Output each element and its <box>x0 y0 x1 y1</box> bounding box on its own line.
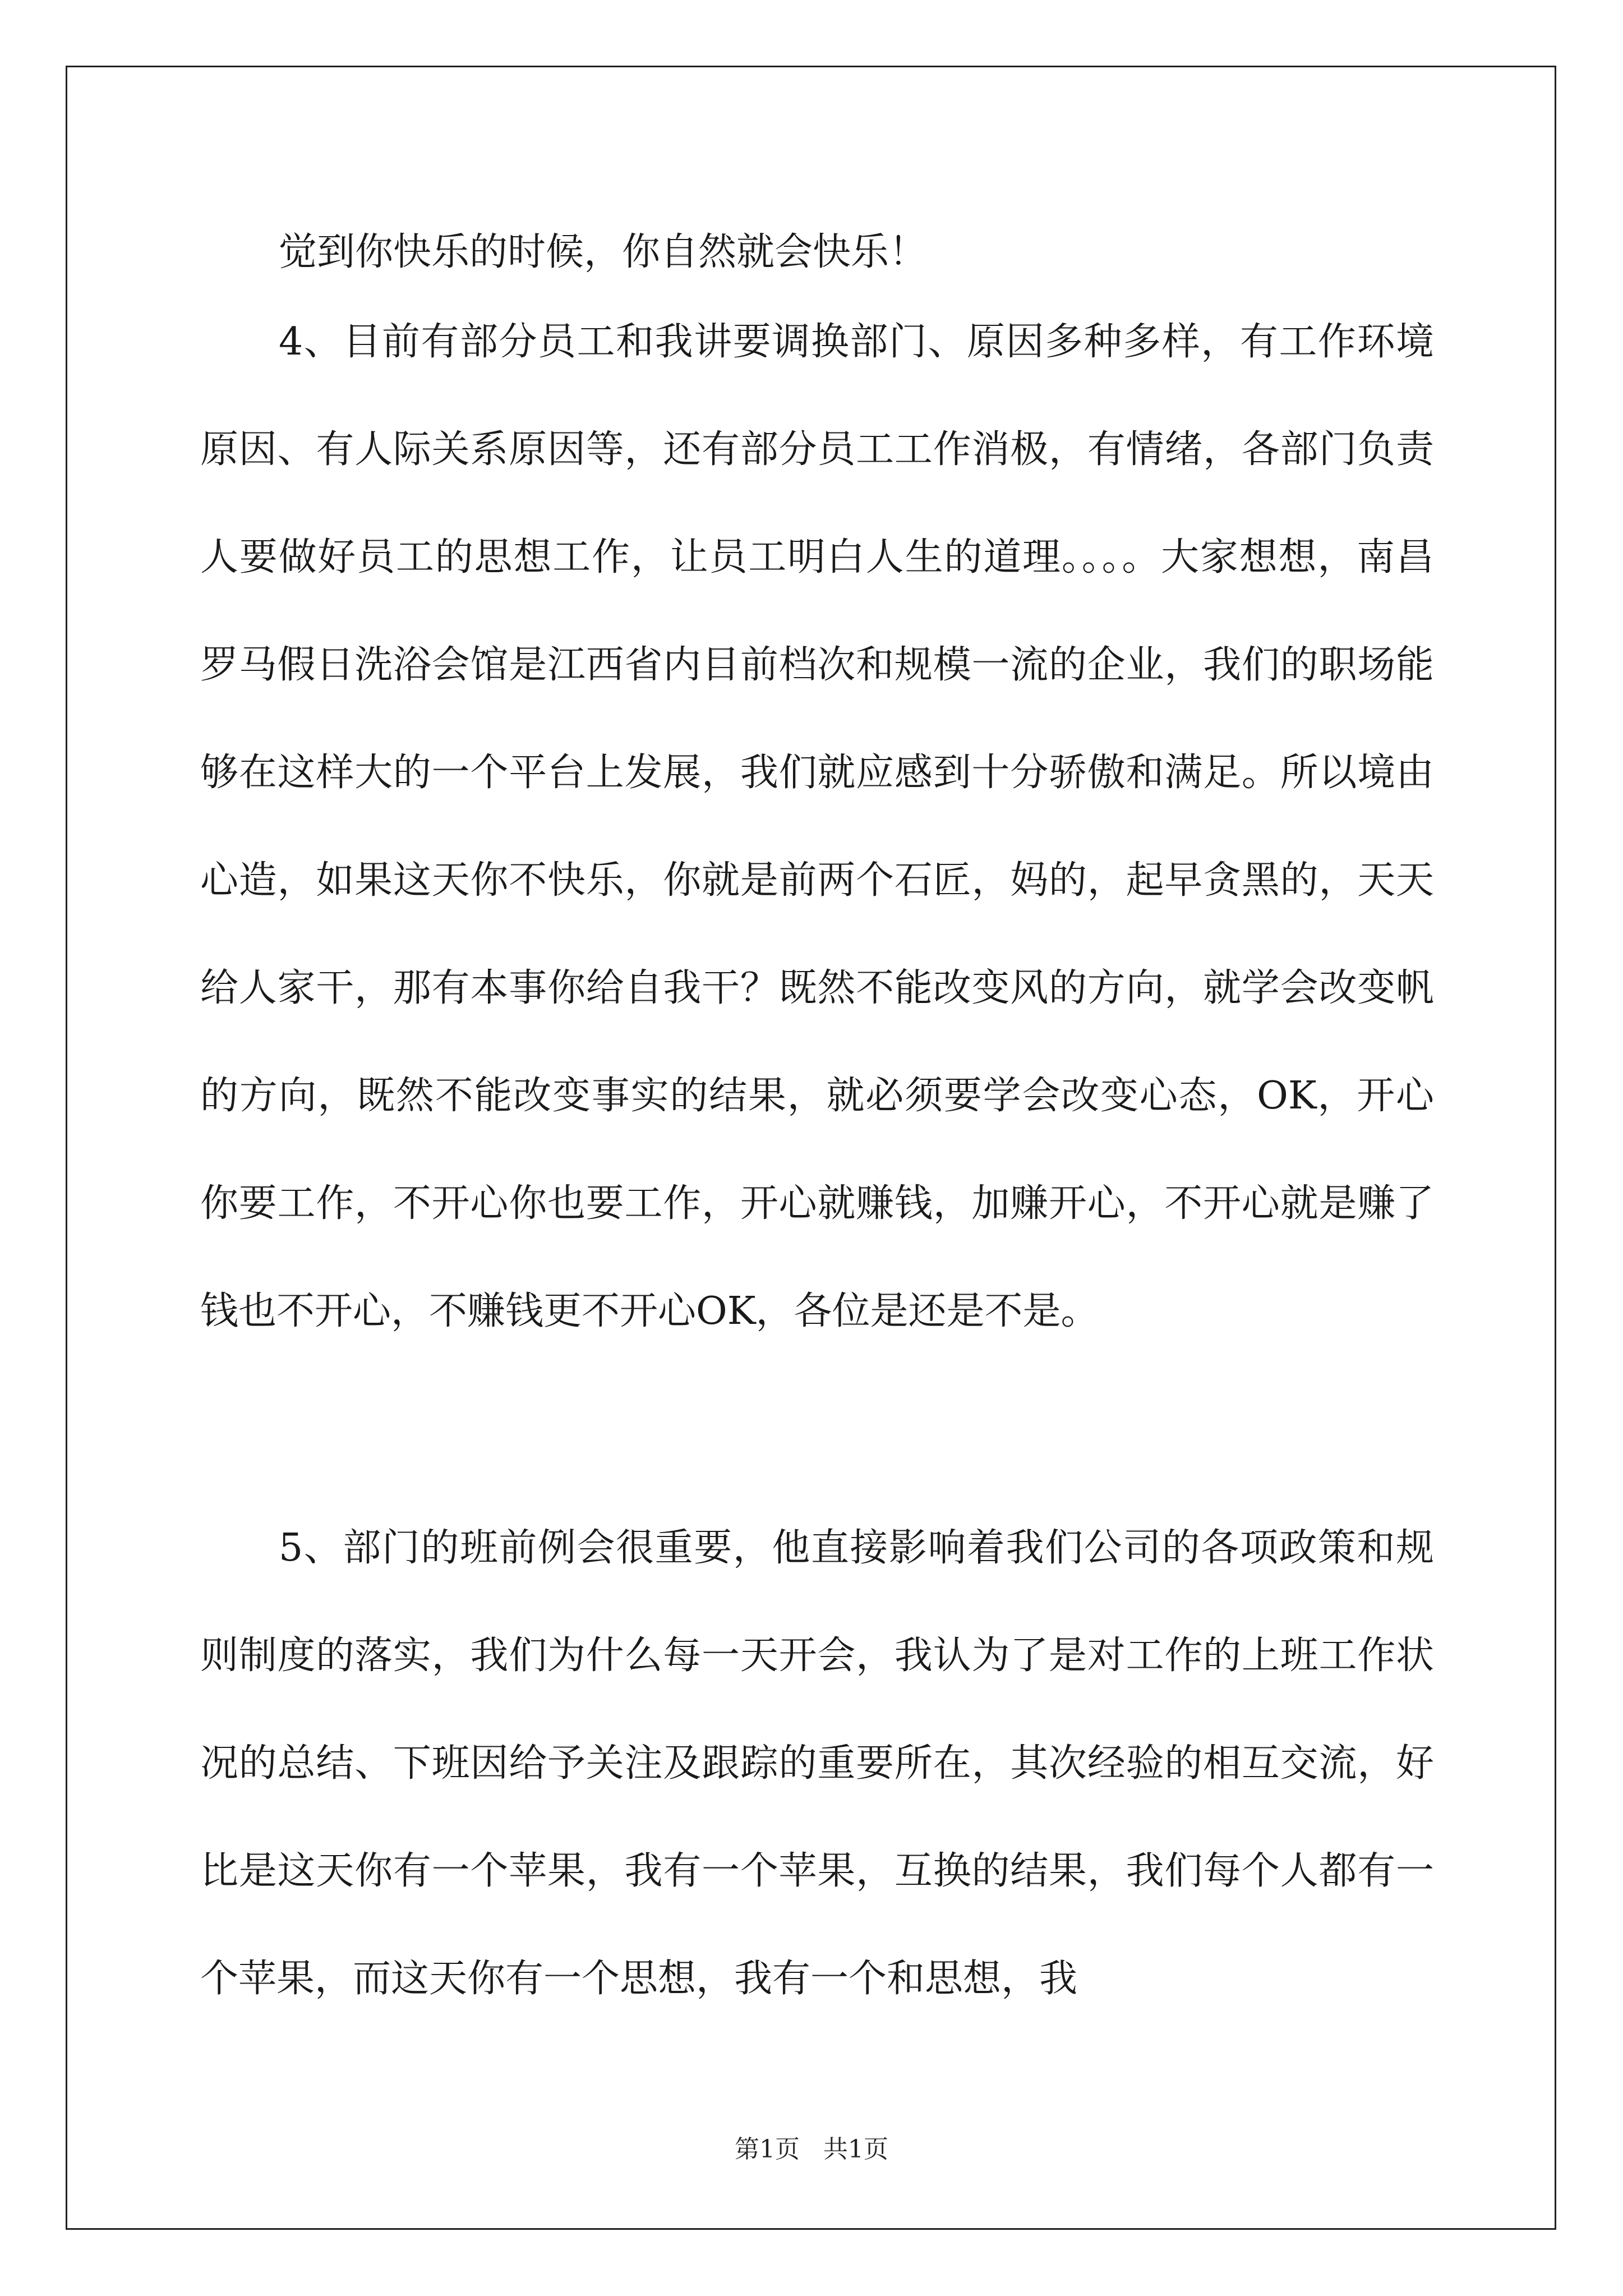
paragraph-item-5: 5、部门的班前例会很重要，他直接影响着我们公司的各项政策和规则制度的落实，我们为什么每一天开会，我认为了是对工作的上班工作状况的总结、下班因给予关注及跟踪的重要所在，其次经验的相互交流，好比是这天你有一个苹果，我有一个苹果，互换的结果，我们每个人都有一个苹果，而这天你有一个思想，我有一个和思想，我 <box>200 1526 1434 2001</box>
page-number: 第1页 <box>735 2135 800 2164</box>
page-footer <box>0 2129 1623 2165</box>
page-total: 共1页 <box>823 2135 888 2164</box>
paragraph-item-4: 4、目前有部分员工和我讲要调换部门、原因多种多样，有工作环境原因、有人际关系原因等，还有部分员工工作消极，有情绪，各部门负责人要做好员工的思想工作，让员工明白人生的道理。。。。大家想想，南昌罗马假日洗浴会馆是江西省内目前档次和规模一流的企业，我们的职场能够在这样大的一个平台上发展，我们就应感到十分骄傲和满足。所以境由心造，如果这天你不快乐，你就是前两个石匠，妈的，起早贪黑的，天天给人家干，那有本事你给自我干？既然不能改变风的方向，就学会改变帆的方向，既然不能改变事实的结果，就必须要学会改变心态，OK，开心你要工作，不开心你也要工作，开心就赚钱，加赚开心，不开心就是赚了钱也不开心，不赚钱更不开心OK，各位是还是不是。 <box>200 320 1434 1333</box>
paragraph-continuation: 觉到你快乐的时候，你自然就会快乐！ <box>279 230 928 274</box>
